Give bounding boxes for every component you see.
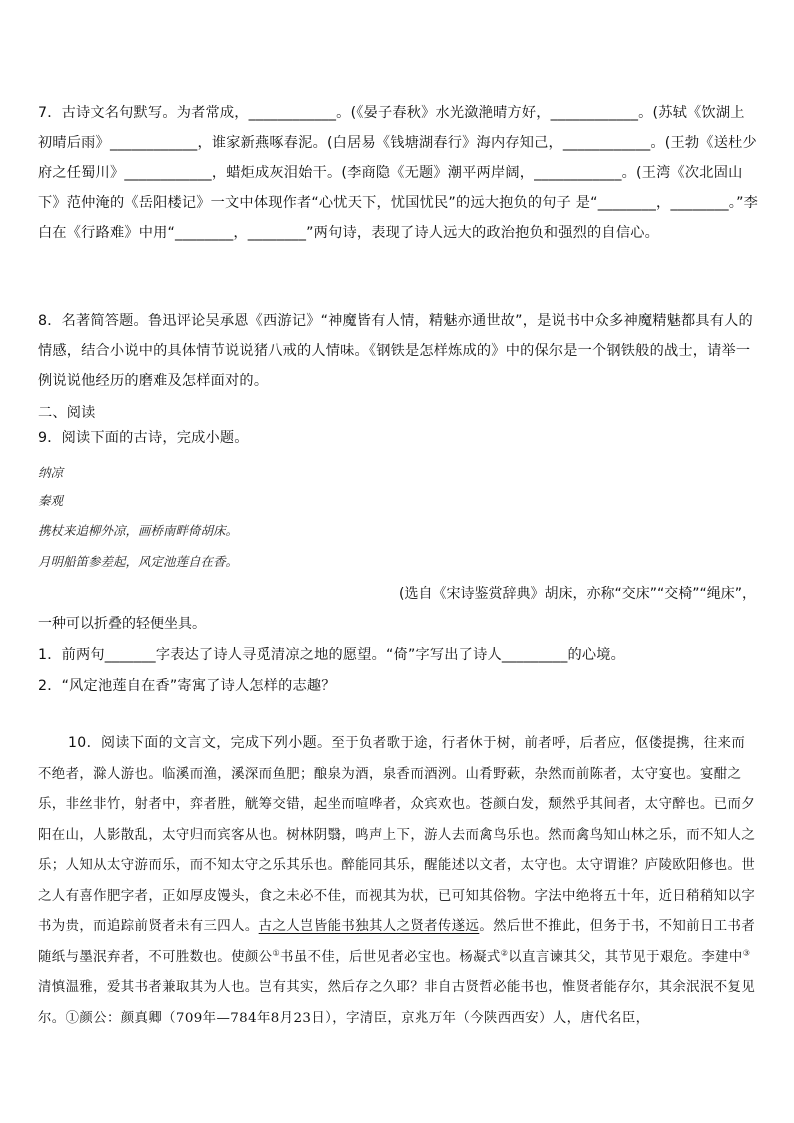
poem-author: 秦观 bbox=[38, 493, 64, 508]
question-9-sub-2: 2．“风定池莲自在香”寄寓了诗人怎样的志趣？ bbox=[38, 678, 336, 694]
question-8: 8．名著简答题。鲁迅评论吴承恩《西游记》“神魔皆有人情，精魅亦通世故”，是说书中众多神魔精魅都具有人的情感，结合小说中的具体情节说说猪八戒的人情味。《钢铁是怎样炼成的》中的保尔是一个钢铁般的战士，请举一例说说他经历的磨难及怎样面对的。 bbox=[38, 313, 753, 389]
footnote-marker-2: ② bbox=[500, 948, 509, 958]
passage-text-a: 至于负者歌于途，行者休于树，前者呼，后者应，伛偻提携，往来而不绝者，滁人游也。临溪而渔，溪深而鱼肥；酿泉为酒，泉香而酒洌。山肴野蔌，杂然而前陈者，太守宴也。宴酣之乐，非丝非竹，射者中，弈者胜，觥筹交错，起坐而喧哗者，众宾欢也。苍颜白发，颓然乎其间者，太守醉也。已而夕阳在山，人影散乱，太守归而宾客从也。树林阴翳，鸣声上下，游人去而禽鸟乐也。然而禽鸟知山林之乐，而不知人之乐；人知从太守游而乐，而不知太守之乐其乐也。醉能同其乐，醒能述以文者，太守也。太守谓谁？庐陵欧阳修也。世之人有喜作肥字者，正如厚皮馒头，食之未必不佳，而视其为状，已可知其俗物。字法中绝将五十年，近日稍稍知以字书为贵，而追踪前贤者未有三四人。 bbox=[38, 736, 756, 934]
annotation-line-2: 一种可以折叠的轻便坐具。 bbox=[38, 616, 206, 632]
footnote-marker-1: ① bbox=[272, 948, 281, 958]
footnote-marker-3: ③ bbox=[742, 948, 751, 958]
section-heading-reading: 二、阅读 bbox=[38, 405, 96, 421]
question-7: 7．古诗文名句默写。为者常成，____________。(《晏子春秋》水光潋滟晴方好，____________。(苏轼《饮湖上初晴后雨》____________，谁家新燕啄春泥。(白居易《钱塘湖春行》海内存知己，____________。(王勃《送杜少府之任蜀川》____________，蜡炬成灰泪始干。(李商隐《无题》潮平两岸阔，____________。(王湾《次北固山下》范仲淹的《岳阳楼记》一文中体现作者“心忧天下，忧国忧民”的远大抱负的句子 是“________，________。”李白在《行路难》中用“________，________”两句诗，表现了诗人远大的政治抱负和强烈的自信心。 bbox=[38, 105, 759, 241]
poem-annotation bbox=[38, 579, 758, 639]
underlined-sentence: 古之人岂皆能书独其人之贤者传遂远 bbox=[258, 919, 480, 934]
question-9-sub-1: 1．前两句_______字表达了诗人寻觅清凉之地的愿望。“倚”字写出了诗人_________的心境。 bbox=[38, 647, 626, 663]
poem-line-2: 月明船笛参差起，风定池莲自在香。 bbox=[38, 554, 239, 569]
question-10 bbox=[38, 728, 758, 1034]
annotation-line-1: (选自《宋诗鉴赏辞典》胡床，亦称“交床”“交椅”“绳床”， bbox=[399, 586, 756, 602]
question-9-prompt: 9．阅读下面的古诗，完成小题。 bbox=[38, 430, 249, 446]
poem-title: 纳凉 bbox=[38, 465, 64, 480]
question-10-lead: 10．阅读下面的文言文，完成下列小题。 bbox=[68, 735, 332, 751]
passage-text-d: 以直言谏其父，其节见于艰危。李建中 bbox=[508, 949, 743, 965]
passage-text-b: 。然后世不推此，但务于书，不知前日工书者随纸与墨泯弃者，不可胜数也。使颜公 bbox=[38, 919, 756, 965]
passage-text-c: 书虽不佳，后世见者必宝也。杨凝式 bbox=[280, 949, 501, 965]
poem-line-1: 携杖来追柳外凉，画桥南畔倚胡床。 bbox=[38, 523, 239, 538]
passage-text-e: 清慎温雅，爱其书者兼取其为人也。岂有其实，然后存之久耶？非自古贤哲必能书也，惟贤者能存尔，其余泯泯不复见尔。①颜公：颜真卿（709年—784年8月23日），字清臣，京兆万年（今陕西西安）人，唐代名臣， bbox=[38, 980, 756, 1026]
